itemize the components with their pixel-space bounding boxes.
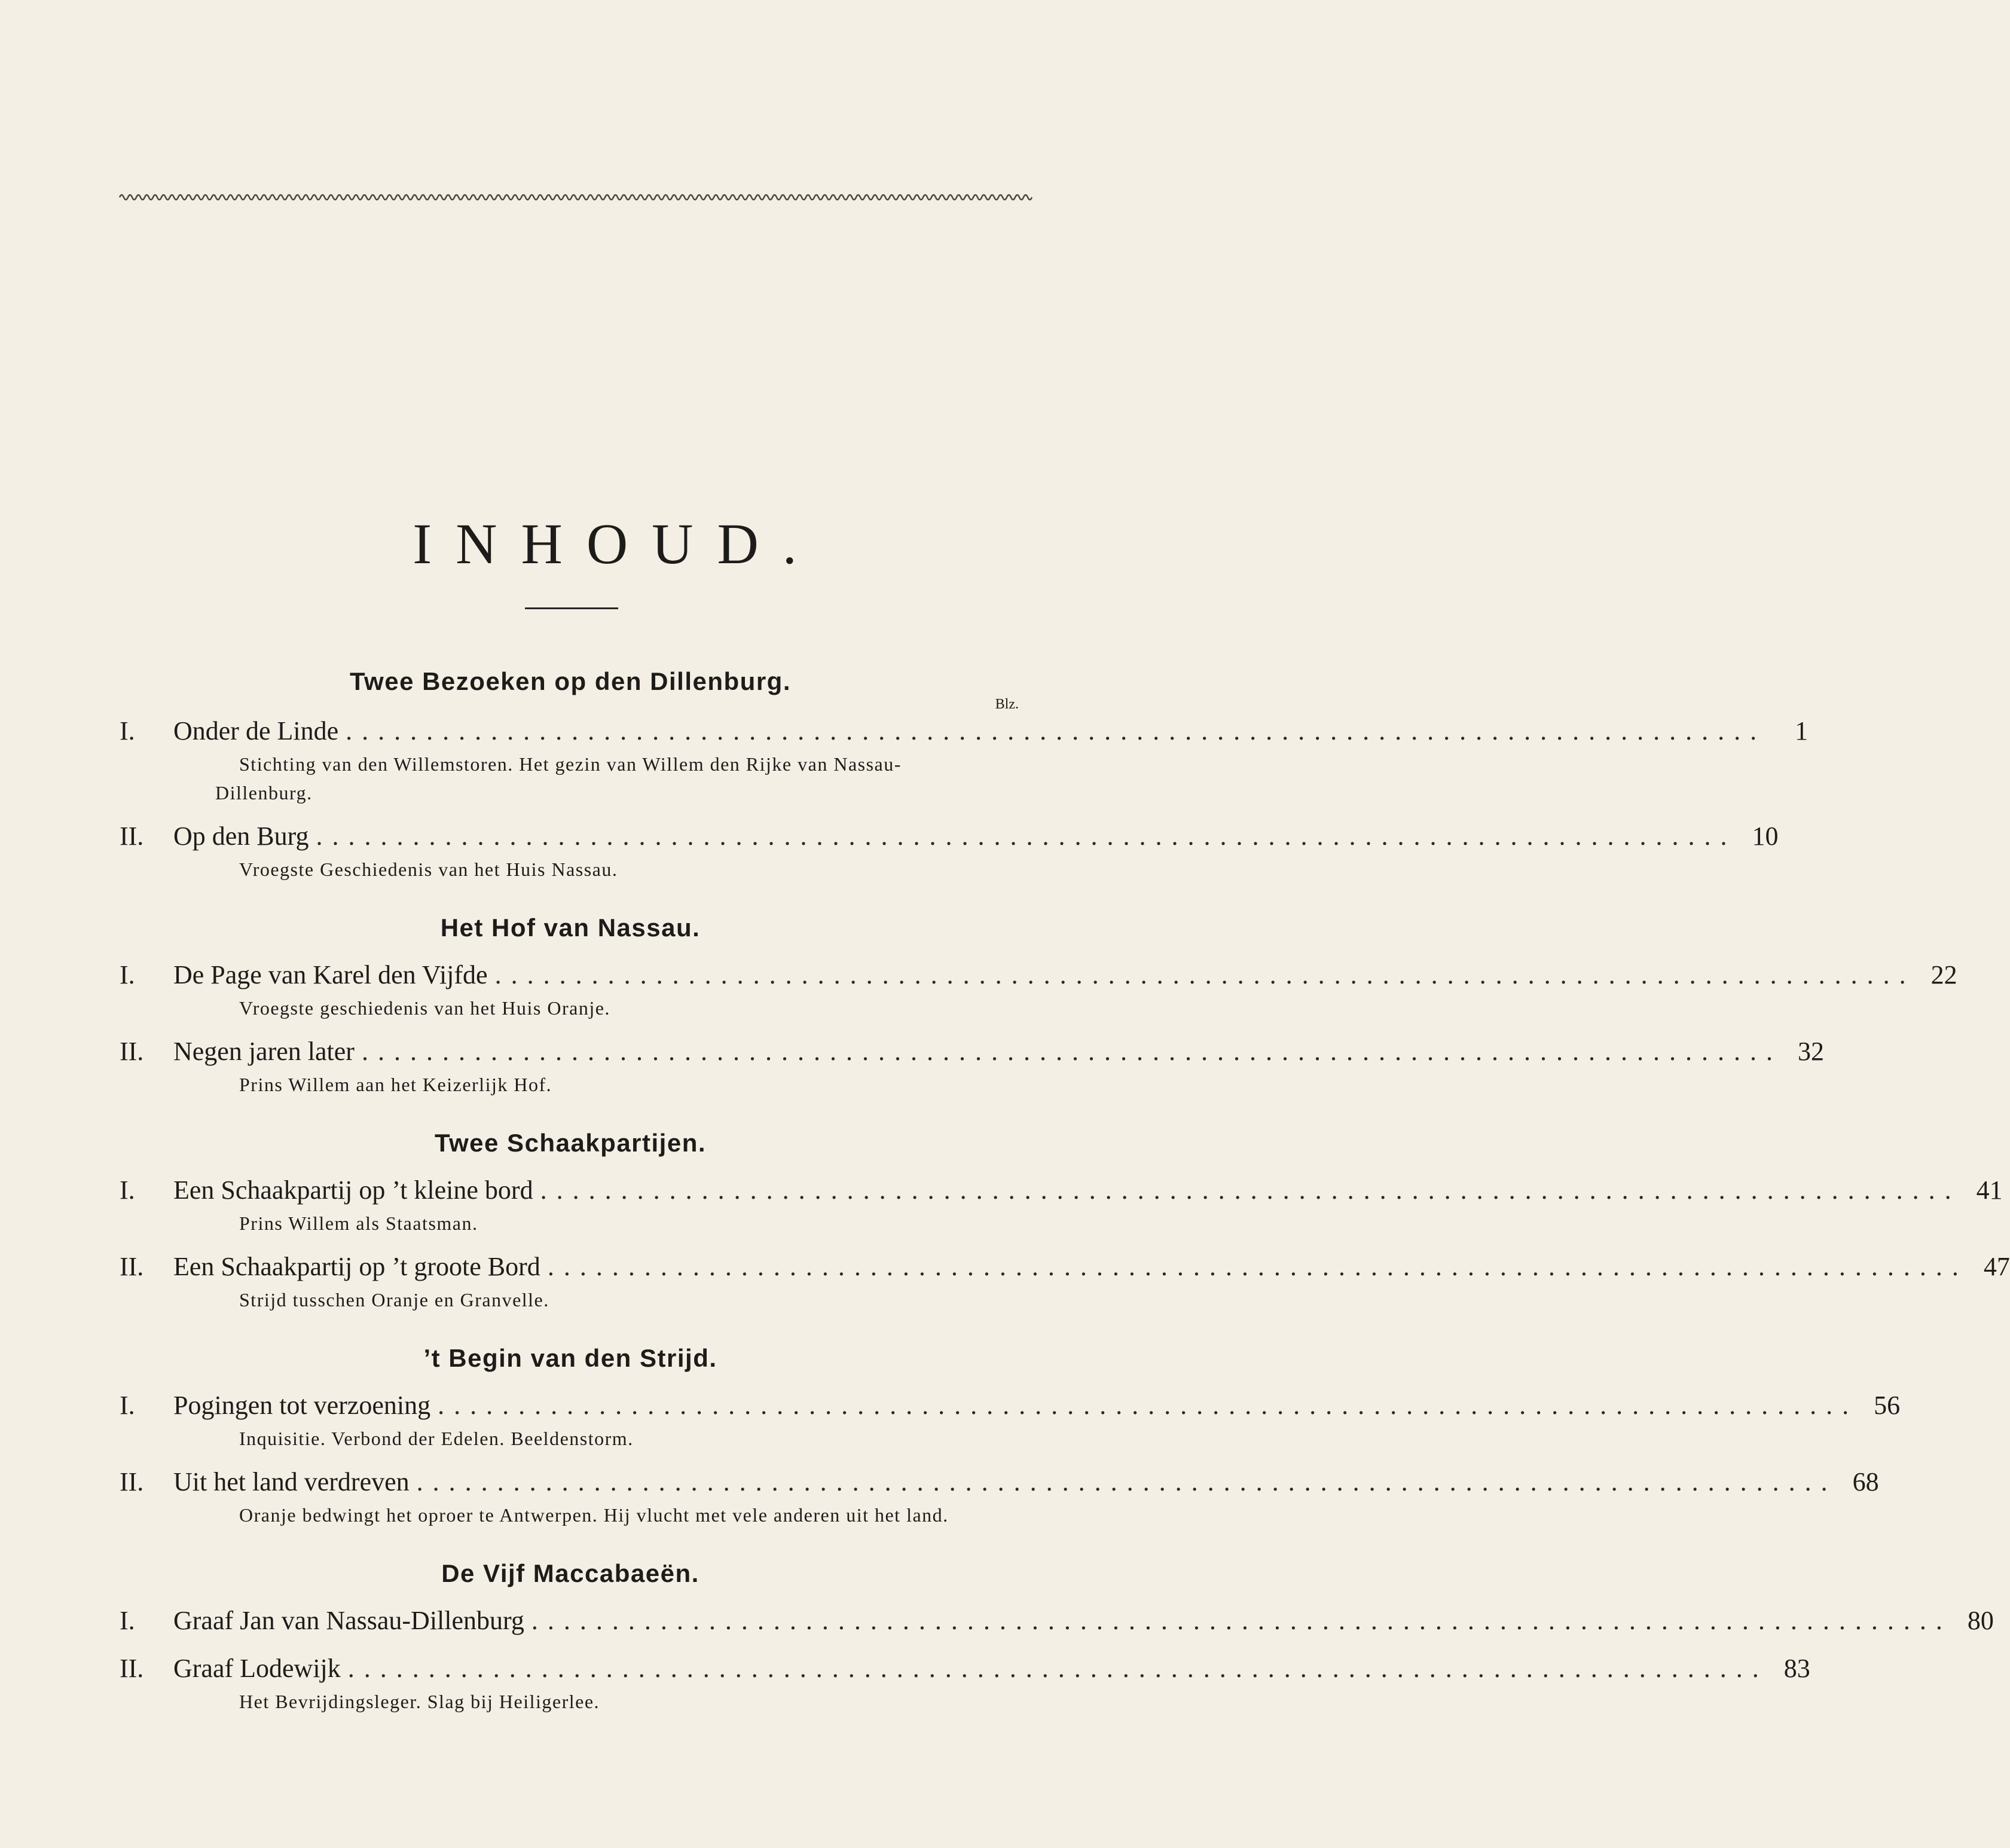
toc-entry: [120, 1387, 1901, 1424]
toc-section: [120, 1340, 1901, 1529]
title-rule: [525, 607, 618, 609]
dot-leader: ........................................................................................: [416, 1467, 1837, 1496]
entry-title: Pogingen tot verzoening: [173, 1391, 431, 1420]
entry-summary: Stichting van den Willemstoren. Het gezin van Willem den Rijke van Nassau-Dillenburg.: [215, 753, 902, 804]
entry-number: I.: [120, 960, 135, 989]
entry-summary: Vroegste geschiedenis van het Huis Oranje.: [239, 997, 610, 1019]
dot-leader: ........................................................................................: [540, 1175, 1961, 1205]
toc-entry: [120, 713, 1809, 750]
entry-summary: Het Bevrijdingsleger. Slag bij Heiligerlee.: [239, 1691, 600, 1712]
entry-title: Graaf Lodewijk: [173, 1654, 341, 1683]
section-heading: Het Hof van Nassau.: [440, 914, 701, 942]
dot-leader: ........................................................................................: [316, 821, 1737, 851]
entry-number: I.: [120, 716, 135, 746]
toc-entry: [120, 818, 1779, 855]
dot-leader: ........................................................................................: [531, 1606, 1952, 1635]
section-heading: ’t Begin van den Strijd.: [423, 1344, 717, 1372]
entry-title: Op den Burg: [173, 821, 309, 851]
entry-number: I.: [120, 1606, 135, 1635]
entry-page: 22: [1930, 960, 1957, 989]
entry-summary: Vroegste Geschiedenis van het Huis Nassau.: [239, 859, 618, 880]
entry-summary: Prins Willem als Staatsman.: [239, 1212, 478, 1234]
entry-page: 41: [1976, 1175, 2003, 1205]
entry-page: 32: [1797, 1037, 1824, 1066]
entry-number: II.: [120, 1037, 144, 1066]
entry-title: Graaf Jan van Nassau-Dillenburg: [173, 1606, 524, 1635]
dot-leader: ........................................................................................: [494, 960, 1916, 989]
entry-title: Uit het land verdreven: [173, 1467, 410, 1496]
toc-entry: [120, 1464, 1879, 1501]
section-heading: Twee Bezoeken op den Dillenburg.: [350, 667, 791, 695]
toc-section: [120, 664, 1809, 884]
section-heading: Twee Schaakpartijen.: [434, 1129, 707, 1157]
entry-page: 83: [1783, 1654, 1810, 1683]
section-heading: De Vijf Maccabaeën.: [441, 1559, 699, 1587]
entry-number: II.: [120, 1467, 144, 1496]
entry-page: 1: [1795, 716, 1809, 746]
toc-section: [120, 910, 1957, 1099]
toc-section: [120, 1556, 1994, 1716]
toc-section: [120, 1125, 2010, 1314]
toc-entry: [120, 1248, 2010, 1285]
page-column-label: Blz.: [995, 697, 1019, 712]
entry-title: Een Schaakpartij op ’t kleine bord: [173, 1175, 533, 1205]
toc-entry: [120, 1602, 1994, 1639]
toc-entry: [120, 1033, 1824, 1070]
toc-entry: [120, 957, 1957, 994]
dot-leader: ........................................................................................: [361, 1037, 1782, 1066]
entry-number: II.: [120, 821, 144, 851]
page-title: INHOUD.: [413, 512, 821, 576]
entry-title: Negen jaren later: [173, 1037, 355, 1066]
entry-summary: Inquisitie. Verbond der Edelen. Beeldenstorm.: [239, 1428, 634, 1449]
dot-leader: ........................................................................................: [347, 1654, 1768, 1683]
toc-entry: [120, 1650, 1810, 1687]
wavy-ornament-icon: [120, 190, 1028, 204]
entry-page: 47: [1983, 1252, 2010, 1281]
entry-page: 56: [1874, 1391, 1901, 1420]
entry-number: II.: [120, 1252, 144, 1281]
entry-summary: Oranje bedwingt het oproer te Antwerpen. Hij vlucht met vele anderen uit het land.: [239, 1504, 949, 1526]
dot-leader: ........................................................................................: [547, 1252, 1968, 1281]
entry-title: Onder de Linde: [173, 716, 339, 746]
entry-page: 68: [1852, 1467, 1879, 1496]
entry-summary: Strijd tusschen Oranje en Granvelle.: [239, 1289, 549, 1311]
entry-title: De Page van Karel den Vijfde: [173, 960, 488, 989]
entry-number: II.: [120, 1654, 144, 1683]
toc-entry: [120, 1172, 2003, 1209]
entry-summary: Prins Willem aan het Keizerlijk Hof.: [239, 1074, 552, 1095]
entry-number: I.: [120, 1175, 135, 1205]
dot-leader: ........................................................................................: [438, 1391, 1859, 1420]
entry-page: 10: [1752, 821, 1779, 851]
entry-page: 80: [1967, 1606, 1994, 1635]
dot-leader: ........................................................................................: [346, 716, 1767, 746]
entry-number: I.: [120, 1391, 135, 1420]
table-of-contents: [120, 664, 2010, 1716]
entry-title: Een Schaakpartij op ’t groote Bord: [173, 1252, 540, 1281]
